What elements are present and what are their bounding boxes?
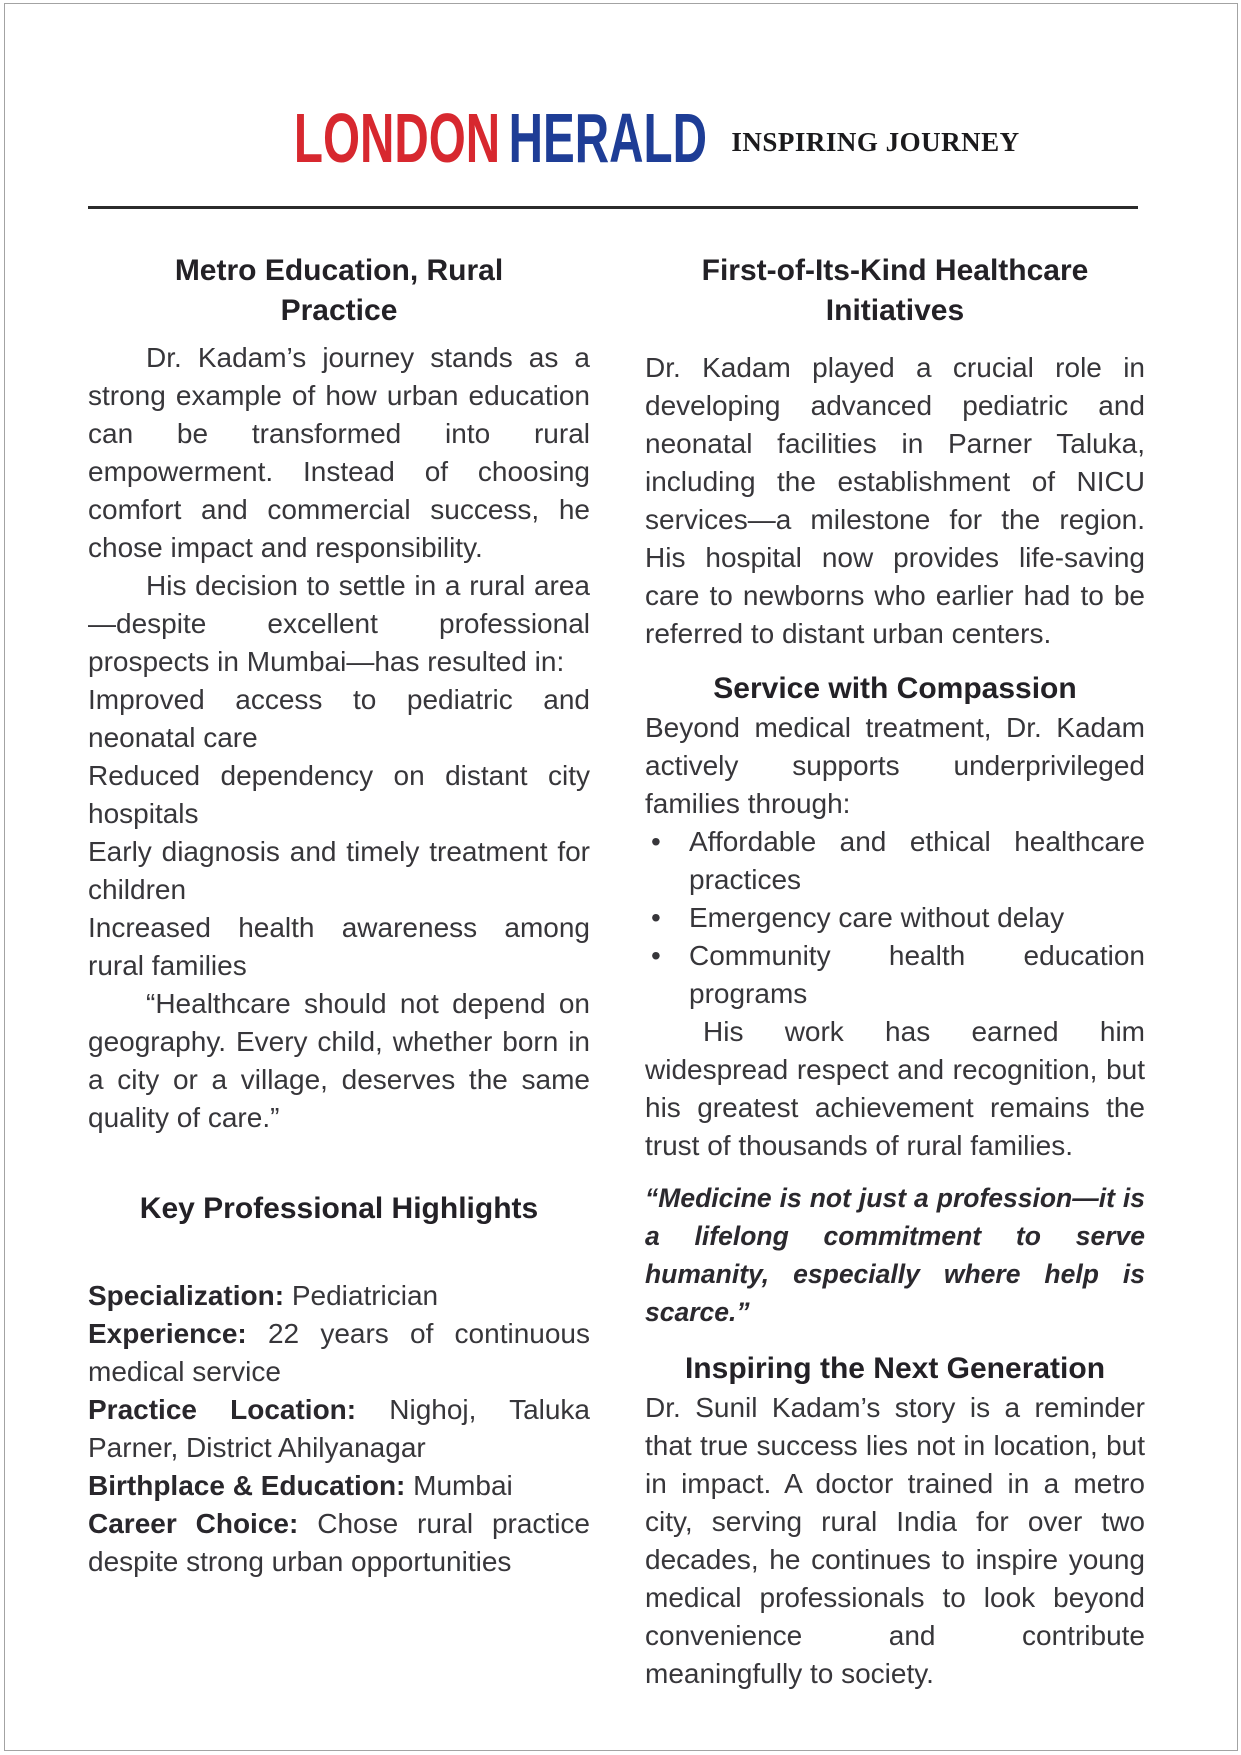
- paragraph-recognition: His work has earned him widespread respect and recognition, but his greatest achievement remains the trust of thousands of rural families.: [645, 1016, 1145, 1161]
- heading-inspiring-the-next-generation: Inspiring the Next Generation: [684, 1352, 1106, 1385]
- masthead: [0, 97, 1241, 177]
- highlight-label: Specialization:: [88, 1280, 285, 1311]
- paragraph-medicine-quote: “Medicine is not just a profession—it is a lifelong commitment to serve humanity, especially where help is scarce.”: [645, 1183, 1145, 1327]
- paragraph-decision: His decision to settle in a rural area—despite excellent professional prospects in Mumbai—has resulted in:: [88, 570, 590, 677]
- paragraph-beyond-treatment: Beyond medical treatment, Dr. Kadam actively supports underprivileged families through:: [645, 712, 1145, 819]
- bullet-item: [645, 823, 1145, 899]
- highlight-career-choice: [88, 1505, 590, 1581]
- highlight-label: Practice Location:: [88, 1394, 357, 1425]
- paragraph-inspiring: Dr. Sunil Kadam’s story is a reminder that true success lies not in location, but in impact. A doctor trained in a metro city, serving rural India for over two decades, he continues to inspire young medical professionals to look beyond convenience and contribute meaningfully to society.: [645, 1392, 1145, 1689]
- paragraph-journey: Dr. Kadam’s journey stands as a strong example of how urban education can be transformed into rural empowerment. Instead of choosing comfort and commercial success, he chose impact and responsibility.: [88, 342, 590, 563]
- bullet-text: Community health education programs: [689, 940, 1145, 1009]
- masthead-title-london: LONDON: [294, 97, 501, 177]
- right-column: [645, 251, 1145, 1693]
- highlight-value: Pediatrician: [291, 1280, 439, 1311]
- bullet-item: [645, 899, 1145, 937]
- masthead-title-herald: HERALD: [509, 97, 708, 177]
- highlight-label: Birthplace & Education:: [88, 1470, 406, 1501]
- highlight-specialization: [88, 1277, 590, 1315]
- bullet-icon: •: [651, 940, 661, 971]
- paragraph-nicu-initiatives: Dr. Kadam played a crucial role in developing advanced pediatric and neonatal facilities in Parner Taluka, including the establishment of NICU services—a milestone for the region. His hospital now provides life-saving care to newborns who earlier had to be referred to distant urban centers.: [645, 352, 1145, 649]
- left-column: [88, 251, 590, 1693]
- highlight-birthplace-education: [88, 1467, 590, 1505]
- bullet-text: Affordable and ethical healthcare practices: [689, 826, 1145, 895]
- heading-key-professional-highlights: Key Professional Highlights: [139, 1192, 539, 1225]
- highlight-label: Career Choice:: [88, 1508, 299, 1539]
- highlight-label: Experience:: [88, 1318, 247, 1349]
- heading-first-of-its-kind-healthcare-initiatives: First-of-Its-Kind Healthcare Initiatives: [701, 254, 1089, 327]
- bullet-icon: •: [651, 826, 661, 857]
- highlight-value: Nighoj, Taluka Parner, District Ahilyanagar: [88, 1394, 591, 1463]
- highlight-value: 22 years of continuous medical service: [88, 1318, 590, 1387]
- outcome-line: Early diagnosis and timely treatment for children: [88, 836, 590, 905]
- outcome-line: Reduced dependency on distant city hospitals: [88, 760, 590, 829]
- bullet-text: Emergency care without delay: [689, 902, 1065, 933]
- highlight-experience: [88, 1315, 590, 1391]
- heading-metro-education-rural-practice: Metro Education, Rural Practice: [174, 254, 504, 327]
- highlight-practice-location: [88, 1391, 590, 1467]
- bullet-icon: •: [651, 902, 661, 933]
- highlight-value: Chose rural practice despite strong urban opportunities: [88, 1508, 591, 1577]
- bullet-list: [645, 823, 1145, 1013]
- masthead-tagline: INSPIRING JOURNEY: [731, 126, 1020, 157]
- outcome-line: Increased health awareness among rural families: [88, 912, 590, 981]
- article-columns: [88, 209, 1241, 1693]
- masthead-logo: [294, 96, 707, 177]
- outcome-line: Improved access to pediatric and neonatal care: [88, 684, 590, 753]
- bullet-item: [645, 937, 1145, 1013]
- heading-service-with-compassion: Service with Compassion: [713, 672, 1077, 705]
- paragraph-healthcare-quote: “Healthcare should not depend on geography. Every child, whether born in a city or a village, deserves the same quality of care.”: [88, 988, 590, 1133]
- highlight-value: Mumbai: [413, 1470, 513, 1501]
